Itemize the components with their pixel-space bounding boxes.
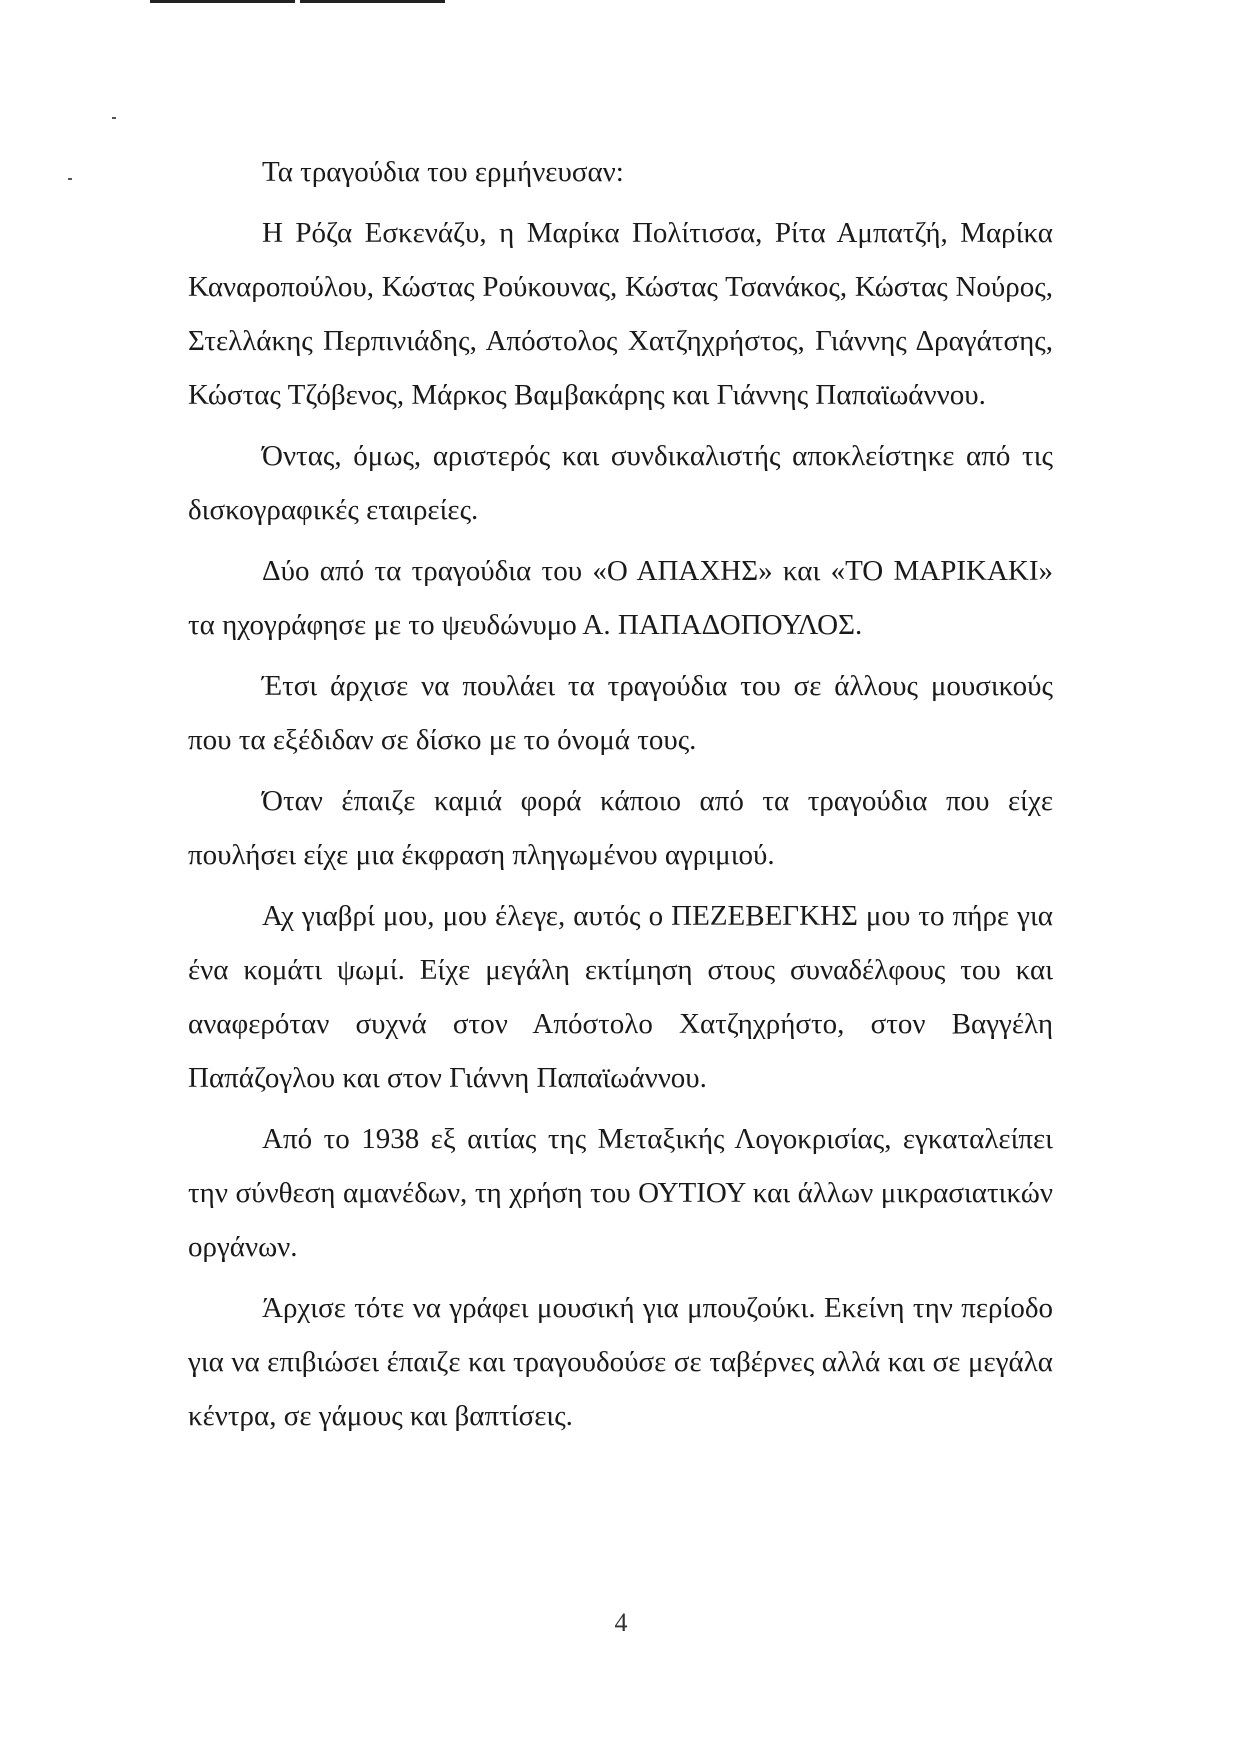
paragraph-excluded: Όντας, όμως, αριστερός και συνδικαλιστής αποκλείστηκε από τις δισκογραφικές εταιρείες. [188,440,1053,526]
paragraph-performers-list: Η Ρόζα Εσκενάζυ, η Μαρίκα Πολίτισσα, Ρίτα Αμπατζή, Μαρίκα Καναροπούλου, Κώστας Ρούκουνας, Κώστας Τσανάκος, Κώστας Νούρος, Στελλάκης Περπινιάδης, Απόστολος Χατζηχρήστος, Γιάννης Δραγάτσης, Κώστας Τζόβενος, Μάρκος Βαμβακάρης και Γιάννης Παπαϊωάννου. [188,217,1053,411]
scan-edge-mark [300,0,445,3]
paragraph-pseudonym: Δύο από τα τραγούδια του «Ο ΑΠΑΧΗΣ» και «ΤΟ ΜΑΡΙΚΑΚΙ» τα ηχογράφησε με το ψευδώνυμο Α. ΠΑΠΑΔΟΠΟΥΛΟΣ. [188,555,1053,641]
scan-speck [112,117,116,119]
paragraph-selling-songs: Έτσι άρχισε να πουλάει τα τραγούδια του σε άλλους μουσικούς που τα εξέδιδαν σε δίσκο με το όνομά τους. [188,670,1053,756]
paragraph-quote: Αχ γιαβρί μου, μου έλεγε, αυτός ο ΠΕΖΕΒΕΓΚΗΣ μου το πήρε για ένα κομάτι ψωμί. Είχε μεγάλη εκτίμηση στους συναδέλφους του και αναφερόταν συχνά στον Απόστολο Χατζηχρήστο, στον Βαγγέλη Παπάζογλου και στον Γιάννη Παπαϊωάννου. [188,900,1053,1094]
scan-edge-mark [150,0,295,3]
document-body [188,145,1053,1450]
paragraph-performers-intro: Τα τραγούδια του ερμήνευσαν: [262,156,624,188]
paragraph-censorship: Από το 1938 εξ αιτίας της Μεταξικής Λογοκρισίας, εγκαταλείπει την σύνθεση αμανέδων, τη χρήση του ΟΥΤΙΟΥ και άλλων μικρασιατικών οργάνων. [188,1123,1053,1263]
page-number: 4 [614,1608,628,1637]
paragraph-expression: Όταν έπαιζε καμιά φορά κάποιο από τα τραγούδια που είχε πουλήσει είχε μια έκφραση πληγωμένου αγριμιού. [188,785,1053,871]
scan-speck [68,178,72,180]
paragraph-bouzouki: Άρχισε τότε να γράφει μουσική για μπουζούκι. Εκείνη την περίοδο για να επιβιώσει έπαιζε και τραγουδούσε σε ταβέρνες αλλά και σε μεγάλα κέντρα, σε γάμους και βαπτίσεις. [188,1292,1053,1432]
